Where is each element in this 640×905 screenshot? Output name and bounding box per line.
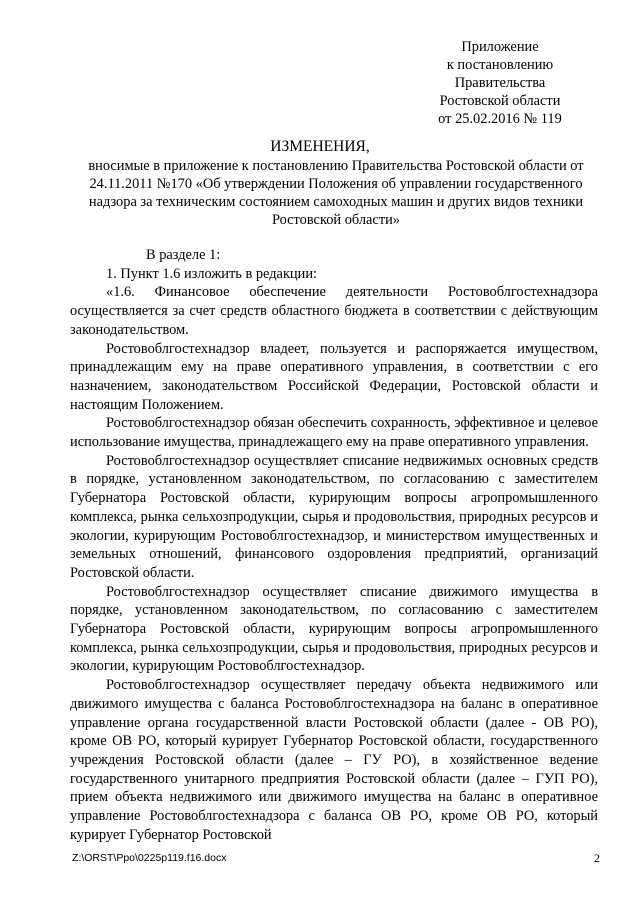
section-heading: В разделе 1: [146, 247, 221, 263]
appendix-line: от 25.02.2016 № 119 [438, 111, 562, 127]
appendix-line: Ростовской области [439, 93, 561, 109]
body-paragraph: «1.6. Финансовое обеспечение деятельности Ростовоблгостехнадзора осуществляется за счет средств областного бюджета в соответствии с действующим законодательством. [70, 284, 598, 338]
appendix-line: к постановлению [446, 57, 554, 73]
body-paragraph: Ростовоблгостехнадзор владеет, пользуется и распоряжается имуществом, принадлежащим ему на праве оперативного управления, в соответствии с его назначением, законодательством Российской Федерации, Ростовской области и настоящим Положением. [70, 340, 598, 413]
body-paragraph: Ростовоблгостехнадзор осуществляет списание движимого имущества в порядке, установленном законодательством, по согласованию с заместителем Губернатора Ростовской области, курирующим вопросы агропромышленного комплекса, рынка сельхозпродукции, сырья и продовольствия, природных ресурсов и экологии, курирующим Ростовоблгостехнадзор. [70, 583, 598, 675]
appendix-line: Правительства [454, 75, 546, 91]
document-body [70, 246, 598, 845]
document-title: ИЗМЕНЕНИЯ, [270, 138, 370, 155]
appendix-line: Приложение [461, 39, 539, 55]
body-paragraph: 1. Пункт 1.6 изложить в редакции: [106, 265, 318, 282]
file-path: Z:\ORST\Ppo\0225p119.f16.docx [72, 852, 227, 864]
body-paragraph: Ростовоблгостехнадзор обязан обеспечить сохранность, эффективное и целевое использование имущества, принадлежащего ему на праве оперативного управления. [70, 415, 598, 451]
appendix-block [400, 38, 600, 128]
page-number: 2 [594, 851, 600, 865]
body-paragraph: Ростовоблгостехнадзор осуществляет передачу объекта недвижимого или движимого имущества с баланса Ростовоблгостехнадзора на баланс в оперативное управление органа государственной власти Ростовской области (далее - ОВ РО), кроме ОВ РО, который курирует Губернатор Ростовской области, государственного учреждения Ростовской области (далее – ГУ РО), в хозяйственное ведение государственного унитарного предприятия Ростовской области (далее – ГУП РО), прием объекта недвижимого или движимого имущества на баланс в оперативное управление Ростовоблгостехнадзора с баланса ОВ РО, кроме ОВ РО, который курирует Губернатор Ростовской [70, 677, 598, 843]
body-paragraph: Ростовоблгостехнадзор осуществляет списание недвижимых основных средств в порядке, установленном законодательством, по согласованию с заместителем Губернатора Ростовской области, курирующим вопросы агропромышленного комплекса, рынка сельхозпродукции, сырья и продовольствия, природных ресурсов и экологии, курирующим Ростовоблгостехнадзор, и министерством имущественных и земельных отношений, финансового оздоровления предприятий, организаций Ростовской области. [70, 452, 598, 581]
document-subtitle: вносимые в приложение к постановлению Правительства Ростовской области от 24.11.2011 №170 «Об утверждении Положения об управлении государственного надзора за техническим состоянием самоходных машин и других видов техники Ростовской области» [88, 158, 584, 228]
